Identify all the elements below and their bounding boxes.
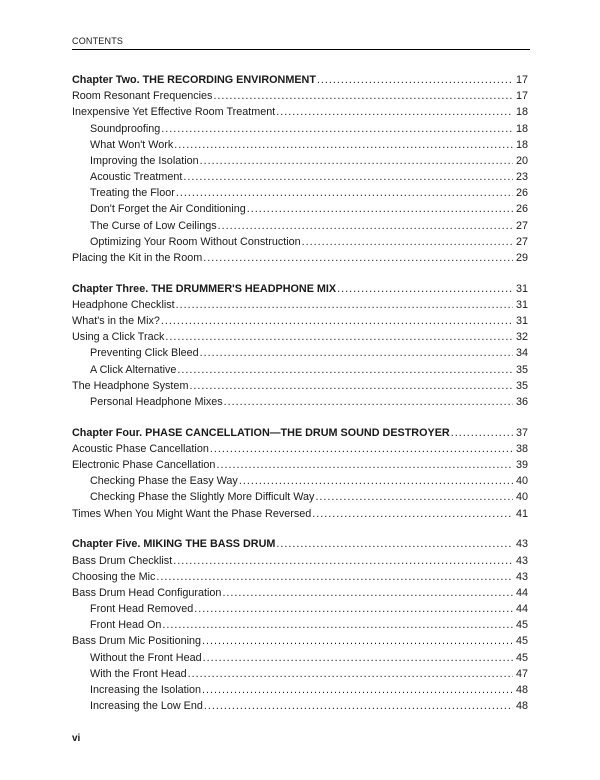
dot-leader	[317, 72, 513, 88]
toc-entry-page: 44	[515, 586, 528, 599]
toc-chapter	[72, 425, 528, 522]
toc-entry-page: 31	[515, 282, 528, 295]
toc-entry-page: 20	[515, 154, 528, 167]
toc-entry[interactable]	[72, 601, 528, 617]
toc-entry[interactable]	[72, 250, 528, 266]
dot-leader	[183, 169, 513, 185]
dot-leader	[276, 104, 513, 120]
toc-entry-title: With the Front Head	[90, 667, 187, 680]
dot-leader	[247, 202, 513, 218]
toc-entry-page: 48	[515, 700, 528, 713]
toc-entry[interactable]	[72, 234, 528, 250]
toc-entry-page: 40	[515, 475, 528, 488]
toc-entry-title: Using a Click Track	[72, 331, 165, 344]
toc-entry-page: 32	[515, 331, 528, 344]
toc-entry-title: Times When You Might Want the Phase Reversed	[72, 507, 312, 520]
toc-entry[interactable]	[72, 362, 528, 378]
dot-leader	[189, 378, 513, 394]
toc-chapter-heading[interactable]	[72, 425, 528, 441]
toc-entry-page: 48	[515, 684, 528, 697]
toc-entry-page: 17	[515, 73, 528, 86]
dot-leader	[176, 297, 513, 313]
toc-entry-title: Don't Forget the Air Conditioning	[90, 203, 246, 216]
dot-leader	[173, 553, 513, 569]
dot-leader	[200, 346, 513, 362]
toc-entry[interactable]	[72, 88, 528, 104]
dot-leader	[165, 329, 513, 345]
toc-entry-title: Preventing Click Bleed	[90, 347, 199, 360]
toc-entry-page: 18	[515, 138, 528, 151]
dot-leader	[315, 490, 513, 506]
toc-entry-title: Inexpensive Yet Effective Room Treatment	[72, 106, 276, 119]
toc-entry[interactable]	[72, 202, 528, 218]
toc-entry-page: 18	[515, 106, 528, 119]
dot-leader	[222, 585, 513, 601]
dot-leader	[202, 682, 513, 698]
toc-entry-title: Electronic Phase Cancellation	[72, 459, 216, 472]
toc-entry-title: Chapter Four. PHASE CANCELLATION—THE DRUM SOUND DESTROYER	[72, 426, 450, 439]
toc-entry[interactable]	[72, 137, 528, 153]
toc-entry-title: Checking Phase the Slightly More Difficult Way	[90, 491, 315, 504]
toc-entry[interactable]	[72, 218, 528, 234]
toc-entry[interactable]	[72, 569, 528, 585]
toc-entry-title: Bass Drum Mic Positioning	[72, 635, 202, 648]
toc-entry[interactable]	[72, 329, 528, 345]
toc-entry-page: 31	[515, 315, 528, 328]
toc-entry-page: 29	[515, 252, 528, 265]
dot-leader	[302, 234, 513, 250]
toc-entry-page: 26	[515, 203, 528, 216]
toc-entry[interactable]	[72, 473, 528, 489]
toc-entry-page: 27	[515, 219, 528, 232]
toc-entry[interactable]	[72, 313, 528, 329]
toc-entry-page: 18	[515, 122, 528, 135]
toc-entry-page: 45	[515, 635, 528, 648]
toc-entry-title: What's in the Mix?	[72, 315, 160, 328]
toc-chapter-heading[interactable]	[72, 281, 528, 297]
toc-entry[interactable]	[72, 553, 528, 569]
toc-entry-page: 17	[515, 90, 528, 103]
toc-entry-page: 26	[515, 187, 528, 200]
toc-entry-page: 45	[515, 651, 528, 664]
toc-entry[interactable]	[72, 634, 528, 650]
toc-entry[interactable]	[72, 346, 528, 362]
dot-leader	[200, 153, 513, 169]
toc-entry-page: 35	[515, 379, 528, 392]
toc-chapter	[72, 281, 528, 411]
toc-entry-title: Without the Front Head	[90, 651, 202, 664]
toc-entry-title: Front Head On	[90, 619, 162, 632]
toc-entry[interactable]	[72, 490, 528, 506]
dot-leader	[161, 121, 513, 137]
toc-entry[interactable]	[72, 617, 528, 633]
toc-entry[interactable]	[72, 121, 528, 137]
toc-entry-page: 27	[515, 235, 528, 248]
toc-entry[interactable]	[72, 441, 528, 457]
toc-entry[interactable]	[72, 506, 528, 522]
dot-leader	[239, 473, 513, 489]
toc-chapter	[72, 72, 528, 266]
toc-entry-page: 35	[515, 363, 528, 376]
dot-leader	[188, 666, 513, 682]
toc-entry-title: Soundproofing	[90, 122, 161, 135]
toc-chapter	[72, 536, 528, 714]
toc-entry[interactable]	[72, 698, 528, 714]
dot-leader	[213, 88, 513, 104]
dot-leader	[177, 362, 513, 378]
table-of-contents	[72, 72, 528, 729]
running-head: CONTENTS	[72, 36, 530, 50]
toc-entry-title: Treating the Floor	[90, 187, 175, 200]
toc-entry-title: Chapter Three. THE DRUMMER'S HEADPHONE MIX	[72, 282, 337, 295]
toc-entry-title: Bass Drum Head Configuration	[72, 586, 222, 599]
toc-entry-page: 34	[515, 347, 528, 360]
toc-entry-page: 43	[515, 554, 528, 567]
toc-entry-title: Front Head Removed	[90, 603, 194, 616]
toc-entry-page: 23	[515, 171, 528, 184]
toc-entry-title: Room Resonant Frequencies	[72, 90, 213, 103]
toc-entry-page: 38	[515, 442, 528, 455]
toc-entry-title: The Headphone System	[72, 379, 189, 392]
toc-entry-page: 43	[515, 570, 528, 583]
dot-leader	[162, 617, 513, 633]
toc-entry[interactable]	[72, 104, 528, 120]
toc-entry-title: A Click Alternative	[90, 363, 177, 376]
toc-entry-title: Acoustic Phase Cancellation	[72, 442, 209, 455]
toc-entry-page: 40	[515, 491, 528, 504]
dot-leader	[210, 441, 513, 457]
toc-entry-page: 45	[515, 619, 528, 632]
toc-entry-title: Bass Drum Checklist	[72, 554, 173, 567]
toc-entry-page: 39	[515, 459, 528, 472]
toc-entry-title: Choosing the Mic	[72, 570, 156, 583]
dot-leader	[224, 394, 513, 410]
toc-entry[interactable]	[72, 650, 528, 666]
dot-leader	[156, 569, 513, 585]
dot-leader	[312, 506, 513, 522]
dot-leader	[176, 185, 513, 201]
toc-entry-title: Increasing the Low End	[90, 700, 203, 713]
toc-entry[interactable]	[72, 169, 528, 185]
toc-entry-title: Optimizing Your Room Without Construction	[90, 235, 301, 248]
toc-entry-page: 31	[515, 298, 528, 311]
dot-leader	[216, 457, 513, 473]
dot-leader	[203, 650, 513, 666]
toc-entry-title: The Curse of Low Ceilings	[90, 219, 217, 232]
dot-leader	[161, 313, 513, 329]
dot-leader	[174, 137, 513, 153]
toc-entry-title: Increasing the Isolation	[90, 684, 202, 697]
toc-entry-title: Placing the Kit in the Room	[72, 252, 203, 265]
toc-entry-title: Personal Headphone Mixes	[90, 396, 223, 409]
toc-entry[interactable]	[72, 666, 528, 682]
toc-entry[interactable]	[72, 378, 528, 394]
toc-entry-page: 37	[515, 426, 528, 439]
toc-entry-title: Checking Phase the Easy Way	[90, 475, 238, 488]
toc-entry-page: 43	[515, 538, 528, 551]
dot-leader	[451, 425, 513, 441]
toc-entry-page: 36	[515, 396, 528, 409]
toc-entry-page: 47	[515, 667, 528, 680]
toc-entry-title: Chapter Two. THE RECORDING ENVIRONMENT	[72, 73, 316, 86]
toc-entry-title: Chapter Five. MIKING THE BASS DRUM	[72, 538, 276, 551]
toc-entry-title: Improving the Isolation	[90, 154, 199, 167]
toc-entry[interactable]	[72, 585, 528, 601]
toc-entry-page: 41	[515, 507, 528, 520]
toc-chapter-heading[interactable]	[72, 72, 528, 88]
toc-entry[interactable]	[72, 185, 528, 201]
page-number: vi	[72, 733, 81, 744]
toc-entry-title: What Won't Work	[90, 138, 174, 151]
dot-leader	[337, 281, 513, 297]
dot-leader	[203, 250, 513, 266]
toc-entry[interactable]	[72, 457, 528, 473]
toc-entry[interactable]	[72, 153, 528, 169]
toc-entry-title: Headphone Checklist	[72, 298, 175, 311]
toc-entry[interactable]	[72, 682, 528, 698]
dot-leader	[194, 601, 513, 617]
toc-entry[interactable]	[72, 297, 528, 313]
dot-leader	[202, 634, 513, 650]
dot-leader	[218, 218, 513, 234]
toc-chapter-heading[interactable]	[72, 536, 528, 552]
dot-leader	[204, 698, 513, 714]
toc-entry[interactable]	[72, 394, 528, 410]
toc-entry-page: 44	[515, 603, 528, 616]
toc-entry-title: Acoustic Treatment	[90, 171, 183, 184]
dot-leader	[276, 536, 513, 552]
